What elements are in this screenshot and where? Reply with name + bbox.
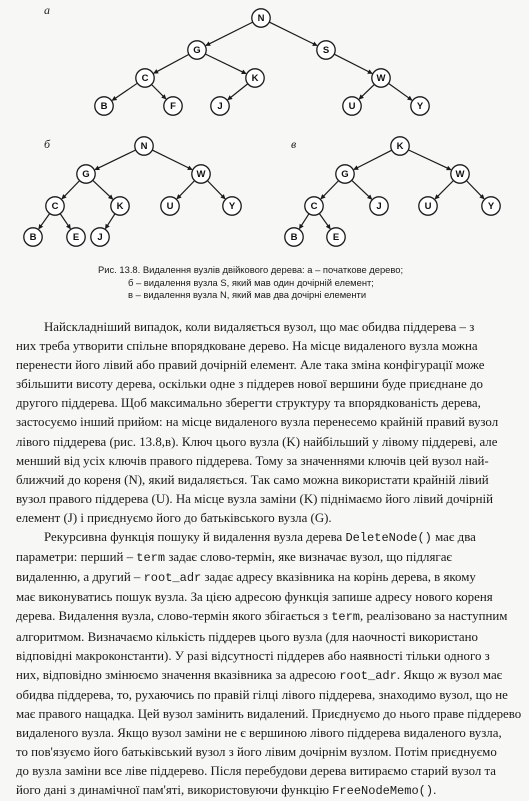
svg-text:C: C (141, 73, 149, 84)
tree-edge-N-G (95, 150, 136, 170)
binary-tree-figure (0, 0, 529, 262)
svg-text:N: N (140, 141, 148, 152)
arrowhead (112, 96, 117, 101)
paragraph1-line: менший від усіх ключів правого піддерева. Тому за значеннями ключів цей вузол най- (16, 453, 489, 468)
tree-edge-K-G (354, 150, 392, 169)
paragraph-2 (16, 528, 520, 801)
svg-text:S: S (322, 45, 330, 56)
panel-label: в (291, 137, 297, 151)
svg-text:Y: Y (487, 201, 495, 212)
tree-node-B (95, 97, 113, 115)
svg-text:G: G (82, 169, 90, 180)
paragraph2-line: до вузла заміни все ліве піддерево. Після перебудови дерева витираємо старий вузол та (16, 764, 497, 779)
tree-panel-1 (44, 3, 429, 115)
paragraph1-line: них треба утворити спільне впорядковане дерево. На місце видаленого вузла можна (16, 339, 478, 354)
tree-edge-N-S (269, 22, 317, 45)
figure-caption (98, 264, 518, 302)
paragraph2-line: параметри: перший – term задає слово-термін, яке визначає вузол, що підлягає (16, 550, 452, 566)
paragraph1-line: лівого піддерева (рис. 13.8,в). Ключ цього вузла (K) найбільший у лівому піддереві, але (16, 434, 498, 449)
svg-text:C: C (51, 201, 59, 212)
tree-edge-G-K (93, 180, 113, 199)
tree-node-N (252, 9, 270, 27)
panel-label: б (44, 137, 51, 151)
paragraph2-line: дерева. Видалення вузла, слово-термін якого збігається з term, реалізовано за наступним (16, 609, 508, 625)
paragraph-1 (16, 318, 520, 528)
paragraph2-line: має правого нащадка. Цей вузол замінить видалений. Приєднуємо до нього праве піддерево (16, 706, 522, 721)
tree-edge-K-W (408, 150, 450, 170)
paragraph2-line: алгоритмом. Визначаємо кількість піддерев цього вузла (для наочності використано (16, 629, 478, 644)
tree-node-C (305, 197, 323, 215)
svg-text:W: W (376, 73, 386, 84)
panel-label: a (44, 3, 50, 17)
svg-text:U: U (424, 201, 432, 212)
tree-edge-N-W (152, 150, 192, 169)
arrowhead (407, 96, 412, 101)
tree-node-E (327, 228, 345, 246)
paragraph2-line: то пов'язуємо його батьківський вузол з його лівим дочірнім вузлом. Потім приєднуємо (16, 745, 497, 760)
svg-text:E: E (332, 232, 340, 243)
tree-node-K (391, 137, 409, 155)
svg-text:W: W (455, 169, 465, 180)
paragraph1-line: елемент (J) і приєднуємо його до батьківського вузла (G). (16, 510, 332, 525)
body-text (16, 318, 520, 801)
paragraph1-line: застосуємо інший прийом: на місце видаленого вузла перенесемо крайній правий вузол (16, 415, 499, 430)
svg-text:U: U (348, 101, 356, 112)
tree-node-Y (223, 197, 241, 215)
tree-node-K (246, 69, 264, 87)
tree-node-B (24, 228, 42, 246)
paragraph2-line: його дані з динамічної пам'яті, використовуючи функцію FreeNodeMemo(). (16, 783, 437, 799)
svg-text:B: B (290, 232, 298, 243)
arrowhead (326, 224, 331, 229)
tree-node-W (192, 165, 210, 183)
svg-text:W: W (196, 169, 206, 180)
tree-node-C (46, 197, 64, 215)
tree-panel-3 (285, 137, 500, 246)
paragraph2-line: видаленню, а другий – root_adr задає адресу вказівника на корінь дерева, в якому (16, 570, 476, 586)
tree-edge-G-J (352, 180, 372, 199)
paragraph2-line: Рекурсивна функція пошуку й видалення вузла дерева DeleteNode() має два (44, 530, 476, 546)
svg-text:B: B (29, 232, 37, 243)
arrowhead (38, 224, 43, 229)
svg-text:B: B (100, 101, 108, 112)
tree-node-E (67, 228, 85, 246)
paragraph1-line: ближчий до кореня (N), який видаляється. Так само можна використати крайній лівий (16, 472, 489, 487)
svg-text:J: J (217, 101, 223, 112)
tree-node-G (77, 165, 95, 183)
paragraph2-line: обидва піддерева, то, рухаючись по правій гілці лівого піддерева, знаходимо вузол, що не (16, 687, 508, 702)
caption-line-2: б – видалення вузла S, який мав один дочірній елемент; (128, 276, 374, 288)
tree-edge-C-B (112, 83, 137, 100)
arrowhead (66, 224, 71, 229)
svg-text:J: J (376, 201, 382, 212)
svg-text:Y: Y (416, 101, 424, 112)
tree-node-K (111, 197, 129, 215)
tree-node-G (336, 165, 354, 183)
tree-node-U (343, 97, 361, 115)
tree-node-U (161, 197, 179, 215)
tree-node-Y (411, 97, 429, 115)
tree-node-Y (482, 197, 500, 215)
svg-text:K: K (251, 73, 259, 84)
tree-node-J (370, 197, 388, 215)
tree-node-J (91, 228, 109, 246)
svg-text:G: G (341, 169, 349, 180)
paragraph1-line: перенести його лівий або правий дочірній елемент. Але така зміна конфігурації може (16, 358, 485, 373)
tree-node-U (419, 197, 437, 215)
svg-text:C: C (310, 201, 318, 212)
svg-text:E: E (72, 232, 80, 243)
caption-line-3: в – видалення вузла N, який мав два дочірні елементи (128, 289, 367, 300)
svg-text:Y: Y (228, 201, 236, 212)
paragraph2-line: відповідні макроконстанти). У разі відсутності піддерев або наявності тільки одного з (16, 648, 490, 663)
tree-edge-N-G (206, 22, 253, 45)
svg-text:U: U (166, 201, 174, 212)
svg-text:K: K (396, 141, 404, 152)
tree-node-G (188, 41, 206, 59)
tree-edge-W-Y (388, 83, 411, 100)
paragraph2-line: них, відповідно змінюємо значення вказівника за адресою root_adr. Якщо ж вузол має (16, 667, 503, 683)
caption-line-1: Рис. 13.8. Видалення вузлів двійкового дерева: а – початкове дерево; (98, 264, 404, 275)
tree-node-C (136, 69, 154, 87)
tree-panel-2 (24, 137, 241, 246)
tree-edge-G-C (154, 54, 189, 73)
paragraph2-line: має виконуватись пошук вузла. За цією адресою функція запише адресу нового кореня (16, 590, 493, 605)
tree-node-J (211, 97, 229, 115)
paragraph1-line: вузол правого піддерева (U). На місце вузла заміни (K) піднімаємо його лівий дочірній (16, 491, 493, 506)
svg-text:G: G (193, 45, 201, 56)
svg-text:K: K (116, 201, 124, 212)
tree-edge-S-W (334, 54, 372, 73)
svg-text:F: F (170, 101, 176, 112)
paragraph1-line: Найскладніший випадок, коли видаляється вузол, що має обидва піддерева – з (44, 320, 475, 334)
paragraph1-line: збільшити висоту дерева, оскільки одне з піддерев нової вершини буде приєднане до (16, 377, 483, 392)
paragraph1-line: другого піддерева. Щоб максимально зберегти структуру та впорядкованість дерева, (16, 396, 481, 411)
tree-node-W (451, 165, 469, 183)
tree-edge-G-K (205, 54, 246, 74)
tree-node-W (372, 69, 390, 87)
paragraph2-line: видаленого вузла. Якщо вузол заміни не є вершиною лівого піддерева видаленого вузла, (16, 725, 502, 740)
tree-node-N (135, 137, 153, 155)
tree-node-S (317, 41, 335, 59)
svg-text:N: N (257, 13, 265, 24)
tree-node-F (164, 97, 182, 115)
tree-node-B (285, 228, 303, 246)
svg-text:J: J (97, 232, 103, 243)
